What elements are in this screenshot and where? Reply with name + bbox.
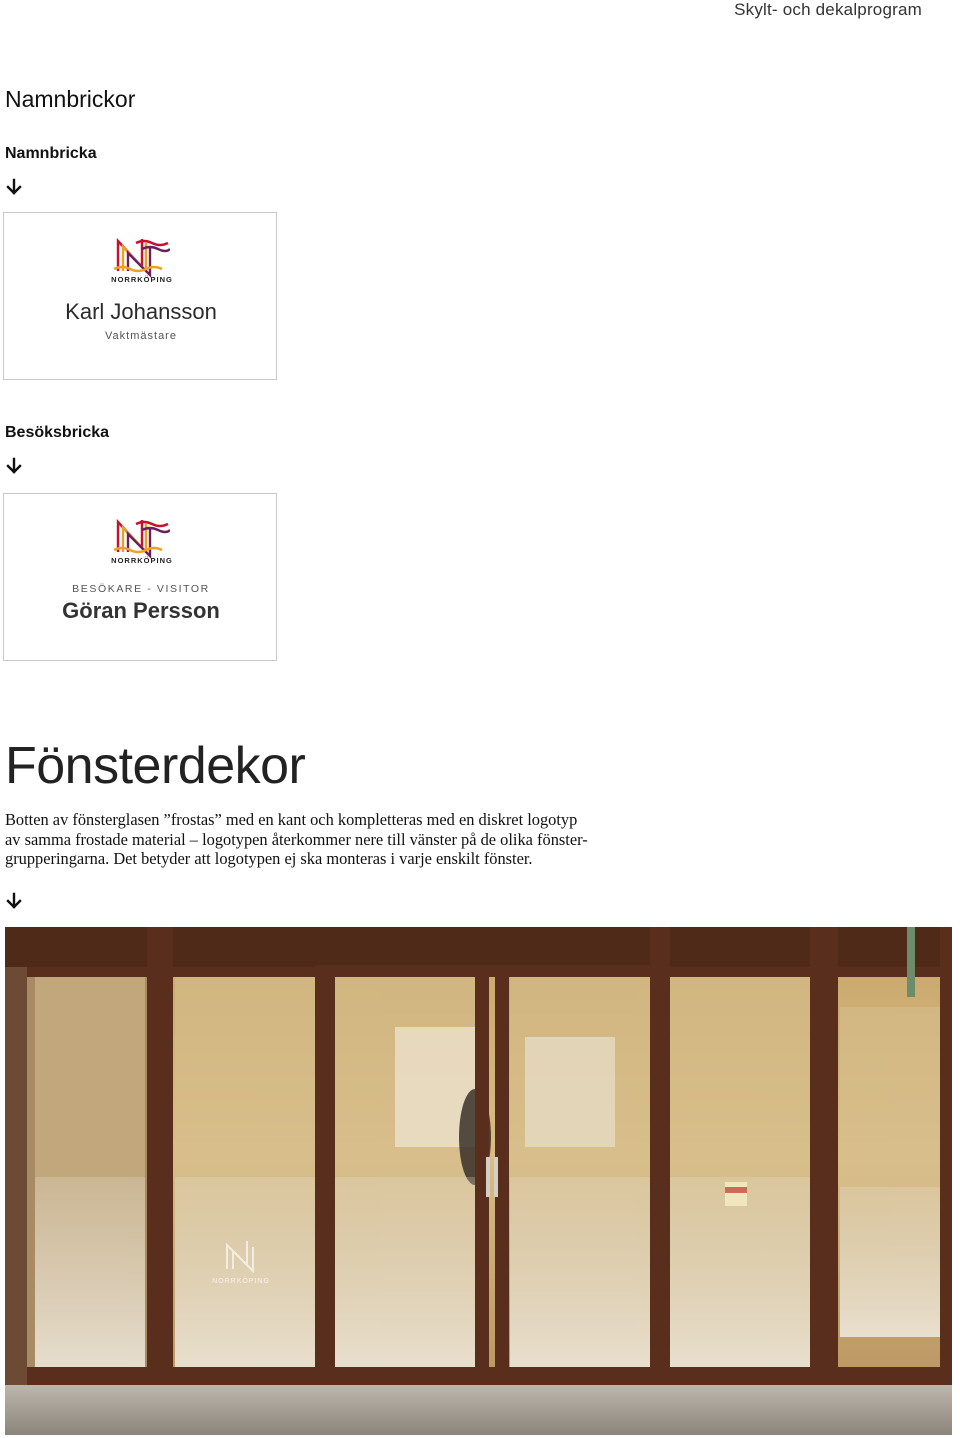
- section-title-fonsterdekor: Fönsterdekor: [5, 737, 306, 795]
- visitor-badge-label: Besöksbricka: [5, 424, 110, 441]
- name-badge-label: Namnbricka: [5, 145, 97, 162]
- section-title-namnbrickor: Namnbrickor: [5, 86, 136, 112]
- fonsterdekor-description: [5, 810, 645, 869]
- logo-wordmark: NORRKÖPING: [111, 556, 173, 565]
- description-line: av samma frostade material – logotypen återkommer nere till vänster på de olika fönster-: [5, 829, 588, 849]
- document-header-title: Skylt- och dekalprogram: [734, 0, 922, 19]
- visitor-label: BESÖKARE - VISITOR: [72, 583, 210, 595]
- logo-wordmark: NORRKÖPING: [111, 275, 173, 284]
- name-badge-card: [3, 212, 277, 380]
- photo-logo-text: NORRKÖPING: [212, 1278, 270, 1285]
- badge-person-role: Vaktmästare: [105, 330, 177, 342]
- visitor-person-name: Göran Persson: [62, 598, 220, 623]
- description-line: grupperingarna. Det betyder att logotypen ej ska monteras i varje enskilt fönster.: [5, 849, 533, 868]
- arrow-down-icon: [5, 892, 23, 910]
- badge-person-name: Karl Johansson: [65, 299, 217, 324]
- arrow-down-icon: [5, 457, 23, 475]
- visitor-badge-card: [3, 493, 277, 661]
- storefront-window-photo: [5, 927, 952, 1435]
- description-line: Botten av fönsterglasen ”frostas” med en kant och kompletteras med en diskret logotyp: [5, 810, 578, 829]
- arrow-down-icon: [5, 178, 23, 196]
